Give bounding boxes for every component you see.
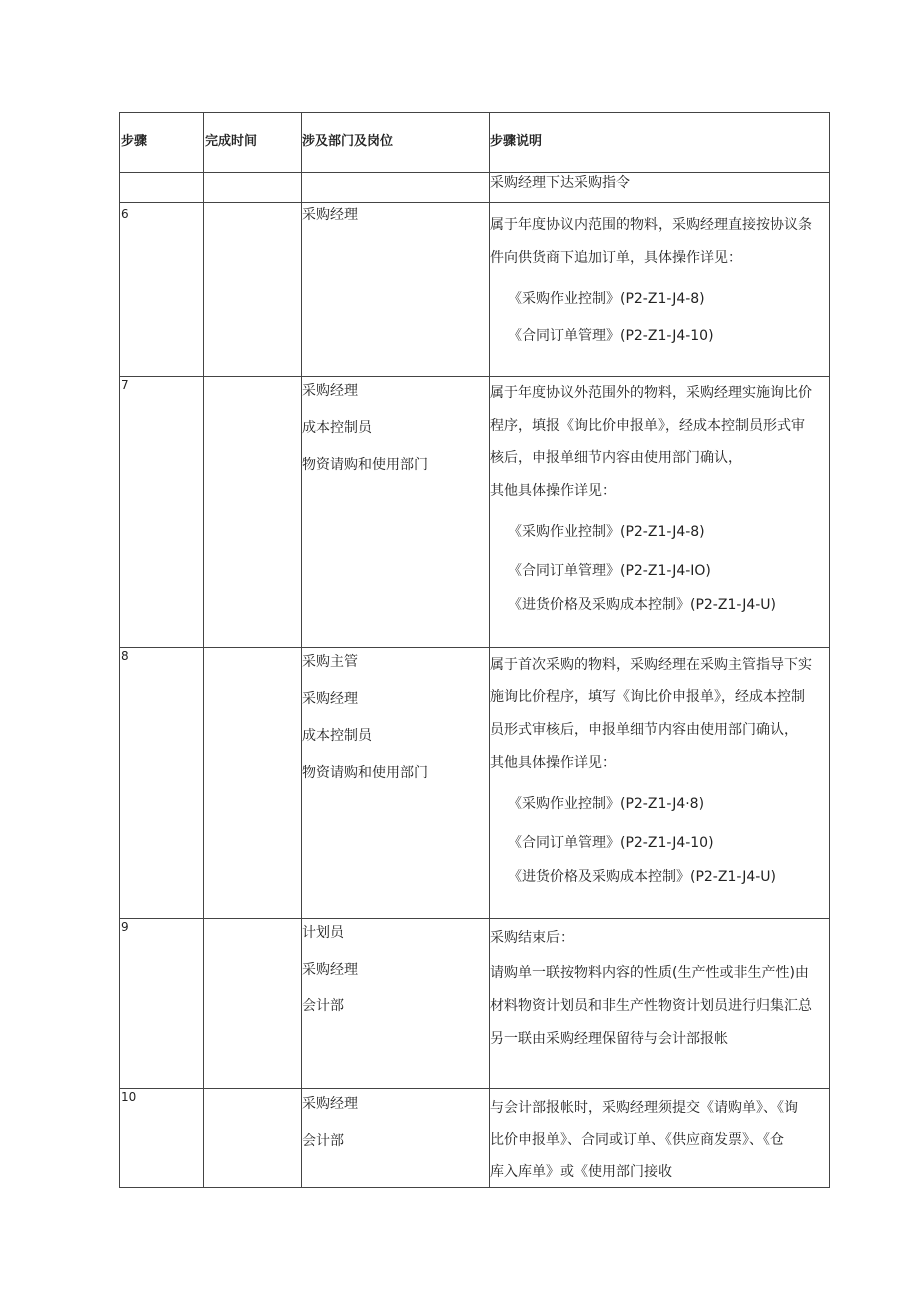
row8-desc-line: 施询比价程序，填写《询比价申报单》，经成本控制 xyxy=(490,689,805,705)
row8-desc-line: 属于首次采购的物料，采购经理在采购主管指导下实 xyxy=(490,657,812,673)
row6-ref-line: 《采购作业控制》(P2-Z1-J4-8) xyxy=(508,291,705,307)
header-step: 步骤 xyxy=(121,134,148,149)
row9-step: 9 xyxy=(121,920,129,934)
row6-step: 6 xyxy=(121,207,129,221)
header-description: 步骤说明 xyxy=(490,134,543,149)
row9-desc-line: 请购单一联按物料内容的性质(生产性或非生产性)由 xyxy=(490,965,809,981)
row-divider xyxy=(120,1088,829,1089)
row6-desc-line: 件向供货商下追加订单，具体操作详见： xyxy=(490,250,742,266)
row10-desc-line: 比价申报单》、合同或订单、《供应商发票》、《仓 xyxy=(490,1132,784,1148)
row8-desc-line: 员形式审核后，申报单细节内容由使用部门确认， xyxy=(490,722,798,738)
row8-dept-line: 采购主管 xyxy=(302,654,358,670)
row9-dept-line: 会计部 xyxy=(302,998,344,1014)
row7-ref-line: 《进货价格及采购成本控制》(P2-Z1-J4-U) xyxy=(508,597,776,613)
column-divider xyxy=(489,113,490,1187)
row9-desc-line: 另一联由采购经理保留待与会计部报帐 xyxy=(490,1031,728,1047)
row8-ref-line: 《进货价格及采购成本控制》(P2-Z1-J4-U) xyxy=(508,869,776,885)
row-divider xyxy=(120,172,829,173)
row8-ref-line: 《合同订单管理》(P2-Z1-J4-10) xyxy=(508,835,714,851)
row10-step: 10 xyxy=(121,1090,137,1104)
row7-dept-line: 成本控制员 xyxy=(302,420,372,436)
row7-dept-line: 采购经理 xyxy=(302,383,358,399)
row8-dept-line: 成本控制员 xyxy=(302,728,372,744)
row-divider xyxy=(120,376,829,377)
procedure-table xyxy=(119,112,830,1188)
row7-step: 7 xyxy=(121,378,129,392)
row10-desc-line: 库入库单》或《使用部门接收 xyxy=(490,1164,672,1180)
row8-step: 8 xyxy=(121,649,129,663)
row0-desc-line: 采购经理下达采购指令 xyxy=(490,175,630,191)
row9-dept-line: 采购经理 xyxy=(302,962,358,978)
row9-desc-line: 材料物资计划员和非生产性物资计划员进行归集汇总 xyxy=(490,998,812,1014)
row7-desc-line: 核后，申报单细节内容由使用部门确认， xyxy=(490,450,742,466)
header-completion-time: 完成时间 xyxy=(205,134,258,149)
row6-ref-line: 《合同订单管理》(P2-Z1-J4-10) xyxy=(508,328,714,344)
row7-desc-line: 程序，填报《询比价申报单》，经成本控制员形式审 xyxy=(490,418,805,434)
row-divider xyxy=(120,202,829,203)
header-departments: 涉及部门及岗位 xyxy=(302,134,394,149)
row7-desc-line: 其他具体操作详见： xyxy=(490,483,616,499)
row7-desc-line: 属于年度协议外范围外的物料，采购经理实施询比价 xyxy=(490,385,812,401)
row10-dept-line: 会计部 xyxy=(302,1133,344,1149)
row7-ref-line: 《采购作业控制》(P2-Z1-J4-8) xyxy=(508,524,705,540)
row6-desc-line: 属于年度协议内范围的物料，采购经理直接按协议条 xyxy=(490,217,812,233)
row9-desc-line: 采购结束后： xyxy=(490,930,574,946)
row10-dept-line: 采购经理 xyxy=(302,1096,358,1112)
column-divider xyxy=(203,113,204,1187)
row8-desc-line: 其他具体操作详见： xyxy=(490,755,616,771)
column-divider xyxy=(301,113,302,1187)
row-divider xyxy=(120,918,829,919)
row6-dept-line: 采购经理 xyxy=(302,207,358,223)
row7-dept-line: 物资请购和使用部门 xyxy=(302,457,428,473)
row8-ref-line: 《采购作业控制》(P2-Z1-J4·8) xyxy=(508,796,705,812)
row7-ref-line: 《合同订单管理》(P2-Z1-J4-IO) xyxy=(508,563,711,579)
row8-dept-line: 采购经理 xyxy=(302,691,358,707)
row10-desc-line: 与会计部报帐时，采购经理须提交《请购单》、《询 xyxy=(490,1100,798,1116)
row8-dept-line: 物资请购和使用部门 xyxy=(302,765,428,781)
row9-dept-line: 计划员 xyxy=(302,925,344,941)
row-divider xyxy=(120,647,829,648)
